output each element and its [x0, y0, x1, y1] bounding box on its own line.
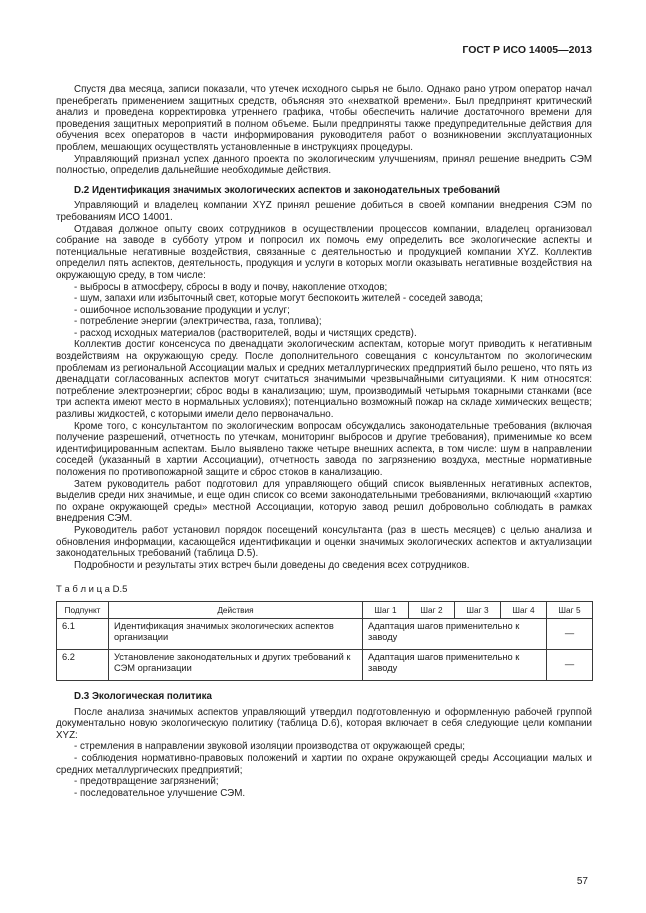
- cell-step5: —: [547, 649, 593, 680]
- paragraph-intro-1: Спустя два месяца, записи показали, что утечек исходного сырья не было. Однако рано утром оператор начал пренебрегать применением защитных средств, объясняя это «нехваткой времени». Был предпринят критический анализ и проведена корректировка утреннего графика, чтобы обеспечить наличие достаточного времени для проведения защитных мероприятий в полном объеме. Были предприняты также предупредительные действия для обучения всех операторов в части информирования руководителя работ о возникновении эксплуатационных проблем, мешающих осуществлять установленные в инструкциях процедуры.: [56, 84, 592, 153]
- paragraph-d2-4: Кроме того, с консультантом по экологическим вопросам обсуждались законодательные требования (включая получение разрешений, отчетность по утечкам, мониторинг выбросов и другие требования), применимые ко всем идентифицированным аспектам. Было выявлено также четыре внешних аспекта, в том числе: шум в направлении соседей (указанный в хартии Ассоциации), отчетность завода по загрязнению воздуха, местные нормативные положения по противопожарной защите и сброс стоков в канализацию.: [56, 420, 592, 478]
- col-header-step2: Шаг 2: [409, 601, 455, 618]
- list-item: - последовательное улучшение СЭМ.: [74, 787, 246, 799]
- section-heading-d3: D.3 Экологическая политика: [74, 690, 212, 702]
- col-header-step3: Шаг 3: [455, 601, 501, 618]
- page-number: 57: [576, 876, 588, 887]
- paragraph-d3-1: После анализа значимых аспектов управляющий утвердил подготовленную и оформленную рабочей группой документально новую экологическую политику (таблица D.6), которая включает в себя следующие цели компании XYZ:: [56, 706, 592, 741]
- table-row: [57, 618, 593, 649]
- cell-action: Установление законодательных и других требований к СЭМ организации: [109, 649, 363, 680]
- list-item: - стремления в направлении звуковой изоляции производства от окружающей среды;: [74, 741, 466, 753]
- table-header-row: [57, 601, 593, 618]
- list-item: - ошибочное использование продукции и услуг;: [74, 304, 290, 316]
- paragraph-d2-3: Коллектив достиг консенсуса по двенадцати экологическим аспектам, которые могут приводить к негативным воздействиям на окружающую среду. После дополнительного совещания с консультантом по экологическим проблемам из региональной Ассоциации малых и средних металлургических предприятий было решено, что пять из двенадцати согласованных аспектов могут считаться значимыми чрезвычайными ситуациями. К ним относятся: потребление электроэнергии; сброс воды в канализацию; шум, производимый четырьмя токарными станками (все три аспекта имеют место в нормальных условиях); потенциально возможный пожар на складе химических веществ; разливы жидкостей, с которыми имели дело первоначально.: [56, 339, 592, 421]
- cell-subclause: 6.1: [57, 618, 109, 649]
- list-item: - шум, запахи или избыточный свет, которые могут беспокоить жителей - соседей завода;: [74, 293, 483, 305]
- cell-steps: Адаптация шагов применительно к заводу: [363, 649, 547, 680]
- paragraph-d2-5: Затем руководитель работ подготовил для управляющего общий список выявленных негативных аспектов, выделив среди них значимые, и еще один список со всеми законодательными требованиями, включающий «хартию по охране окружающей среды» местной Ассоциации, которую завод решил добровольно соблюдать в рамках внедрения СЭМ.: [56, 478, 592, 525]
- cell-subclause: 6.2: [57, 649, 109, 680]
- table-d5: [56, 601, 593, 681]
- cell-steps: Адаптация шагов применительно к заводу: [363, 618, 547, 649]
- list-item: - соблюдения нормативно-правовых положений и хартии по охране окружающей среды Ассоциации малых и средних металлургических предприятий;: [56, 752, 592, 776]
- paragraph-d2-2: Отдавая должное опыту своих сотрудников в осуществлении процессов компании, владелец организовал собрание на заводе в субботу утром и попросил их помочь ему определить все экологические аспекты и потенциальные негативные воздействия, связанные с деятельностью и продукцией компании XYZ. Коллектив определил пять аспектов, деятельность, продукция и услуги в которых могли оказывать негативные воздействия на окружающую среду, в том числе:: [56, 223, 592, 281]
- list-item: - выбросы в атмосферу, сбросы в воду и почву, накопление отходов;: [74, 281, 388, 293]
- section-heading-d2: D.2 Идентификация значимых экологических аспектов и законодательных требований: [74, 184, 501, 196]
- paragraph-intro-2: Управляющий признал успех данного проекта по экологическим улучшениям, принял решение внедрить СЭМ полностью, определив дальнейшие необходимые действия.: [56, 153, 592, 177]
- cell-action: Идентификация значимых экологических аспектов организации: [109, 618, 363, 649]
- col-header-step5: Шаг 5: [547, 601, 593, 618]
- col-header-actions: Действия: [109, 601, 363, 618]
- document-header: ГОСТ Р ИСО 14005—2013: [462, 44, 592, 56]
- paragraph-d2-6: Руководитель работ установил порядок посещений консультанта (раз в шесть месяцев) с целью анализа и обновления информации, касающейся идентификации и оценки значимых экологических аспектов и актуализации законодательных требований (таблица D.5).: [56, 524, 592, 560]
- col-header-step4: Шаг 4: [501, 601, 547, 618]
- col-header-step1: Шаг 1: [363, 601, 409, 618]
- table-caption: Т а б л и ц а D.5: [56, 584, 128, 596]
- list-item: - потребление энергии (электричества, газа, топлива);: [74, 316, 322, 328]
- paragraph-d2-1: Управляющий и владелец компании XYZ принял решение добиться в своей компании внедрения СЭМ по требованиям ИСО 14001.: [56, 200, 592, 223]
- col-header-subclause: Подпункт: [57, 601, 109, 618]
- list-item: - расход исходных материалов (растворителей, воды и чистящих средств).: [74, 327, 417, 339]
- list-item: - предотвращение загрязнений;: [74, 776, 219, 788]
- cell-step5: —: [547, 618, 593, 649]
- table-row: [57, 649, 593, 680]
- document-content: [56, 44, 592, 799]
- paragraph-d2-7: Подробности и результаты этих встреч были доведены до сведения всех сотрудников.: [74, 559, 470, 571]
